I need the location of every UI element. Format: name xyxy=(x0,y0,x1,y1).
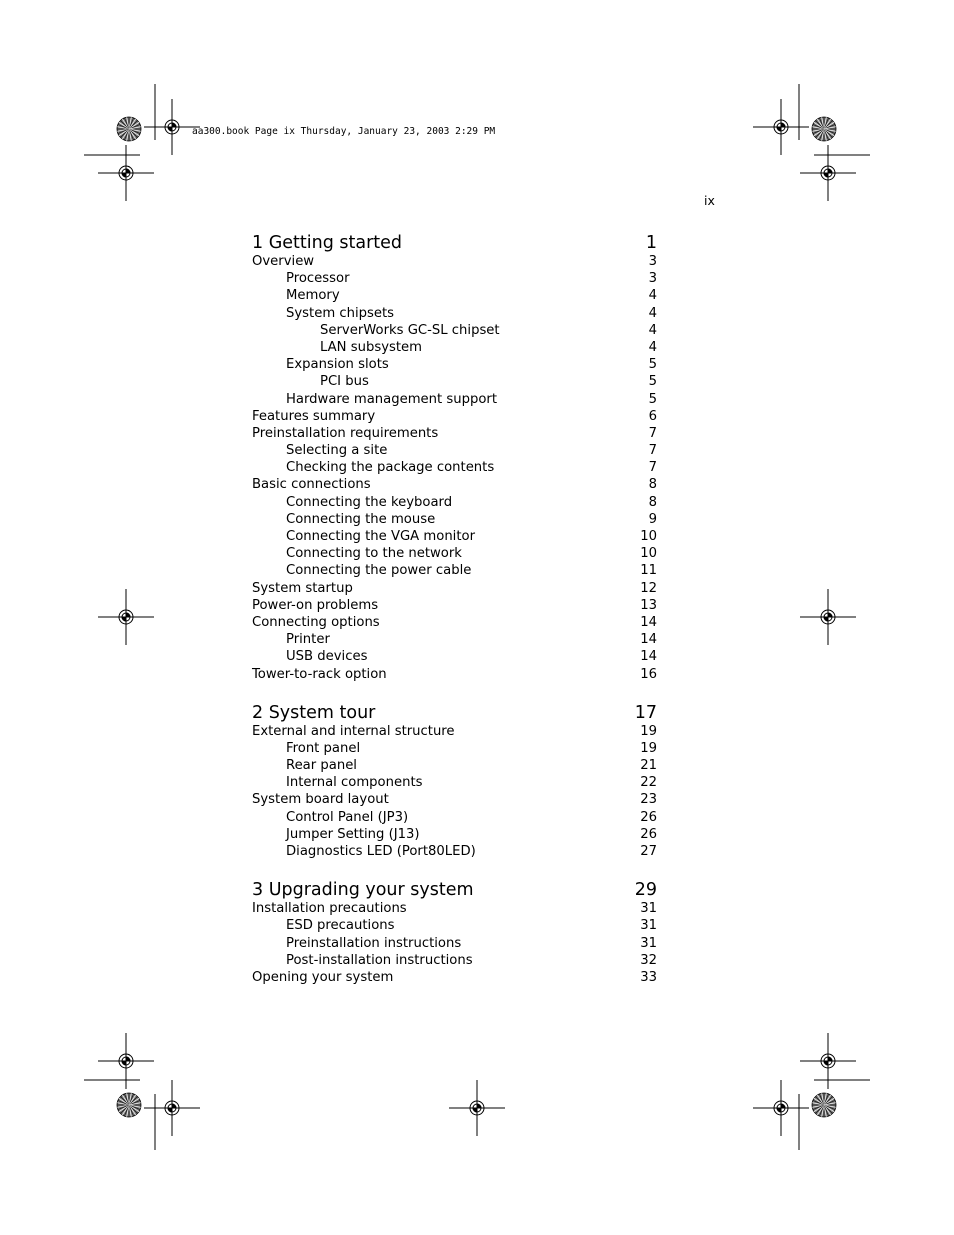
registration-mark-icon xyxy=(98,145,154,201)
toc-entry-page: 4 xyxy=(648,305,657,321)
toc-entry-page: 5 xyxy=(648,357,657,373)
toc-entry-page: 14 xyxy=(640,614,657,630)
toc-entry-title: Preinstallation requirements xyxy=(252,425,439,441)
toc-entry-page: 7 xyxy=(648,460,657,476)
toc-entry-title: LAN subsystem xyxy=(320,339,423,355)
chapter-page: 17 xyxy=(634,702,657,723)
toc-entry-title: Expansion slots xyxy=(286,357,389,373)
star-target-icon xyxy=(117,1093,141,1117)
toc-entry-page: 3 xyxy=(648,271,657,287)
toc-entry-title: Post-installation instructions xyxy=(286,952,473,968)
toc-entry-title: System chipsets xyxy=(286,305,395,321)
toc-entry-page: 5 xyxy=(648,391,657,407)
registration-mark-icon xyxy=(800,589,856,645)
star-target-icon xyxy=(117,117,141,141)
toc-entry-title: Connecting the mouse xyxy=(286,511,436,527)
chapter-title: 3 Upgrading your system xyxy=(252,880,474,901)
toc-entry-page: 4 xyxy=(648,339,657,355)
toc-entry-page: 26 xyxy=(640,809,657,825)
toc-entry-title: Internal components xyxy=(286,775,423,791)
toc-entry-title: Connecting the VGA monitor xyxy=(286,529,475,544)
toc-entry-page: 7 xyxy=(648,425,657,441)
toc-entry-title: Connecting to the network xyxy=(286,546,462,562)
toc-entry-page: 26 xyxy=(640,826,657,842)
toc-entry-title: USB devices xyxy=(286,649,368,665)
toc-entry-page: 32 xyxy=(640,952,657,968)
toc-entry-page: 3 xyxy=(648,254,657,269)
toc-entry-title: External and internal structure xyxy=(252,723,455,739)
toc-entry-page: 16 xyxy=(640,666,657,682)
toc-entry-title: System board layout xyxy=(252,792,389,808)
registration-mark-icon xyxy=(753,1080,809,1136)
star-target-icon xyxy=(812,1093,836,1117)
registration-mark-icon xyxy=(98,589,154,645)
registration-mark-icon xyxy=(144,1080,200,1136)
toc-entry-title: System startup xyxy=(252,580,353,596)
toc-entry-title: Connecting the keyboard xyxy=(286,494,453,510)
toc-entry-page: 27 xyxy=(640,844,657,859)
toc-entry-page: 33 xyxy=(640,969,657,985)
toc-entry-title: ServerWorks GC-SL chipset xyxy=(320,322,500,338)
toc-entry-title: Connecting the power cable xyxy=(286,563,472,579)
toc-entry-title: ESD precautions xyxy=(286,918,395,934)
toc-entry-title: PCI bus xyxy=(320,374,369,390)
toc-entry-title: Installation precautions xyxy=(252,901,407,917)
toc-entry-page: 7 xyxy=(648,443,657,459)
chapter-page: 1 xyxy=(645,233,657,253)
toc-entry-page: 31 xyxy=(640,901,657,917)
toc-entry-title: Opening your system xyxy=(252,969,394,985)
toc-entry-page: 6 xyxy=(648,408,657,424)
toc-entry-page: 10 xyxy=(640,529,657,544)
toc-entry-page: 4 xyxy=(648,288,657,304)
toc-entry-title: Memory xyxy=(286,288,340,304)
toc-entry-page: 22 xyxy=(640,775,657,791)
toc-entry-page: 31 xyxy=(640,918,657,934)
page-number: ix xyxy=(704,193,715,208)
chapter-page: 29 xyxy=(634,880,657,901)
toc-entry-page: 4 xyxy=(648,322,657,338)
toc-entry-page: 19 xyxy=(640,740,657,756)
toc-entry-page: 14 xyxy=(640,649,657,665)
print-slug: aa300.book Page ix Thursday, January 23, 2003 2:29 PM xyxy=(192,126,496,137)
toc-entry-title: Selecting a site xyxy=(286,443,388,459)
toc-entry-title: Features summary xyxy=(252,408,376,424)
registration-mark-icon xyxy=(144,99,200,155)
chapter-title: 1 Getting started xyxy=(252,233,403,253)
toc-entry-title: Preinstallation instructions xyxy=(286,935,462,951)
toc-entry-page: 13 xyxy=(640,597,657,613)
toc-entry-title: Tower-to-rack option xyxy=(252,666,387,682)
toc-entry-title: Processor xyxy=(286,271,350,287)
toc-entry-title: Diagnostics LED (Port80LED) xyxy=(286,844,476,859)
toc-entry-page: 23 xyxy=(640,792,657,808)
registration-mark-icon xyxy=(800,145,856,201)
toc-entry-title: Basic connections xyxy=(252,477,371,493)
toc-entry-title: Control Panel (JP3) xyxy=(286,809,409,825)
registration-mark-icon xyxy=(449,1080,505,1136)
toc-entry-page: 31 xyxy=(640,935,657,951)
toc-entry-page: 11 xyxy=(640,563,657,579)
toc-entry-title: Connecting options xyxy=(252,614,380,630)
toc-entry-title: Jumper Setting (J13) xyxy=(286,826,420,842)
star-target-icon xyxy=(812,117,836,141)
toc-entry-title: Front panel xyxy=(286,740,361,756)
toc-entry-title: Checking the package contents xyxy=(286,460,495,476)
registration-mark-icon xyxy=(98,1033,154,1089)
toc-entry-title: Printer xyxy=(286,632,330,648)
toc-entry-title: Rear panel xyxy=(286,758,357,774)
toc-entry-page: 12 xyxy=(640,580,657,596)
registration-mark-icon xyxy=(800,1033,856,1089)
registration-mark-icon xyxy=(753,99,809,155)
toc-entry-page: 19 xyxy=(640,723,657,739)
toc-entry-page: 8 xyxy=(648,494,657,510)
toc-entry-title: Overview xyxy=(252,254,315,269)
toc-entry-title: Power-on problems xyxy=(252,597,379,613)
chapter-title: 2 System tour xyxy=(252,702,376,723)
toc-entry-title: Hardware management support xyxy=(286,391,498,407)
toc-entry-page: 9 xyxy=(648,511,657,527)
toc-entry-page: 14 xyxy=(640,632,657,648)
toc-entry-page: 10 xyxy=(640,546,657,562)
toc-entry-page: 21 xyxy=(640,758,657,774)
toc-entry-page: 5 xyxy=(648,374,657,390)
toc-entry-page: 8 xyxy=(648,477,657,493)
